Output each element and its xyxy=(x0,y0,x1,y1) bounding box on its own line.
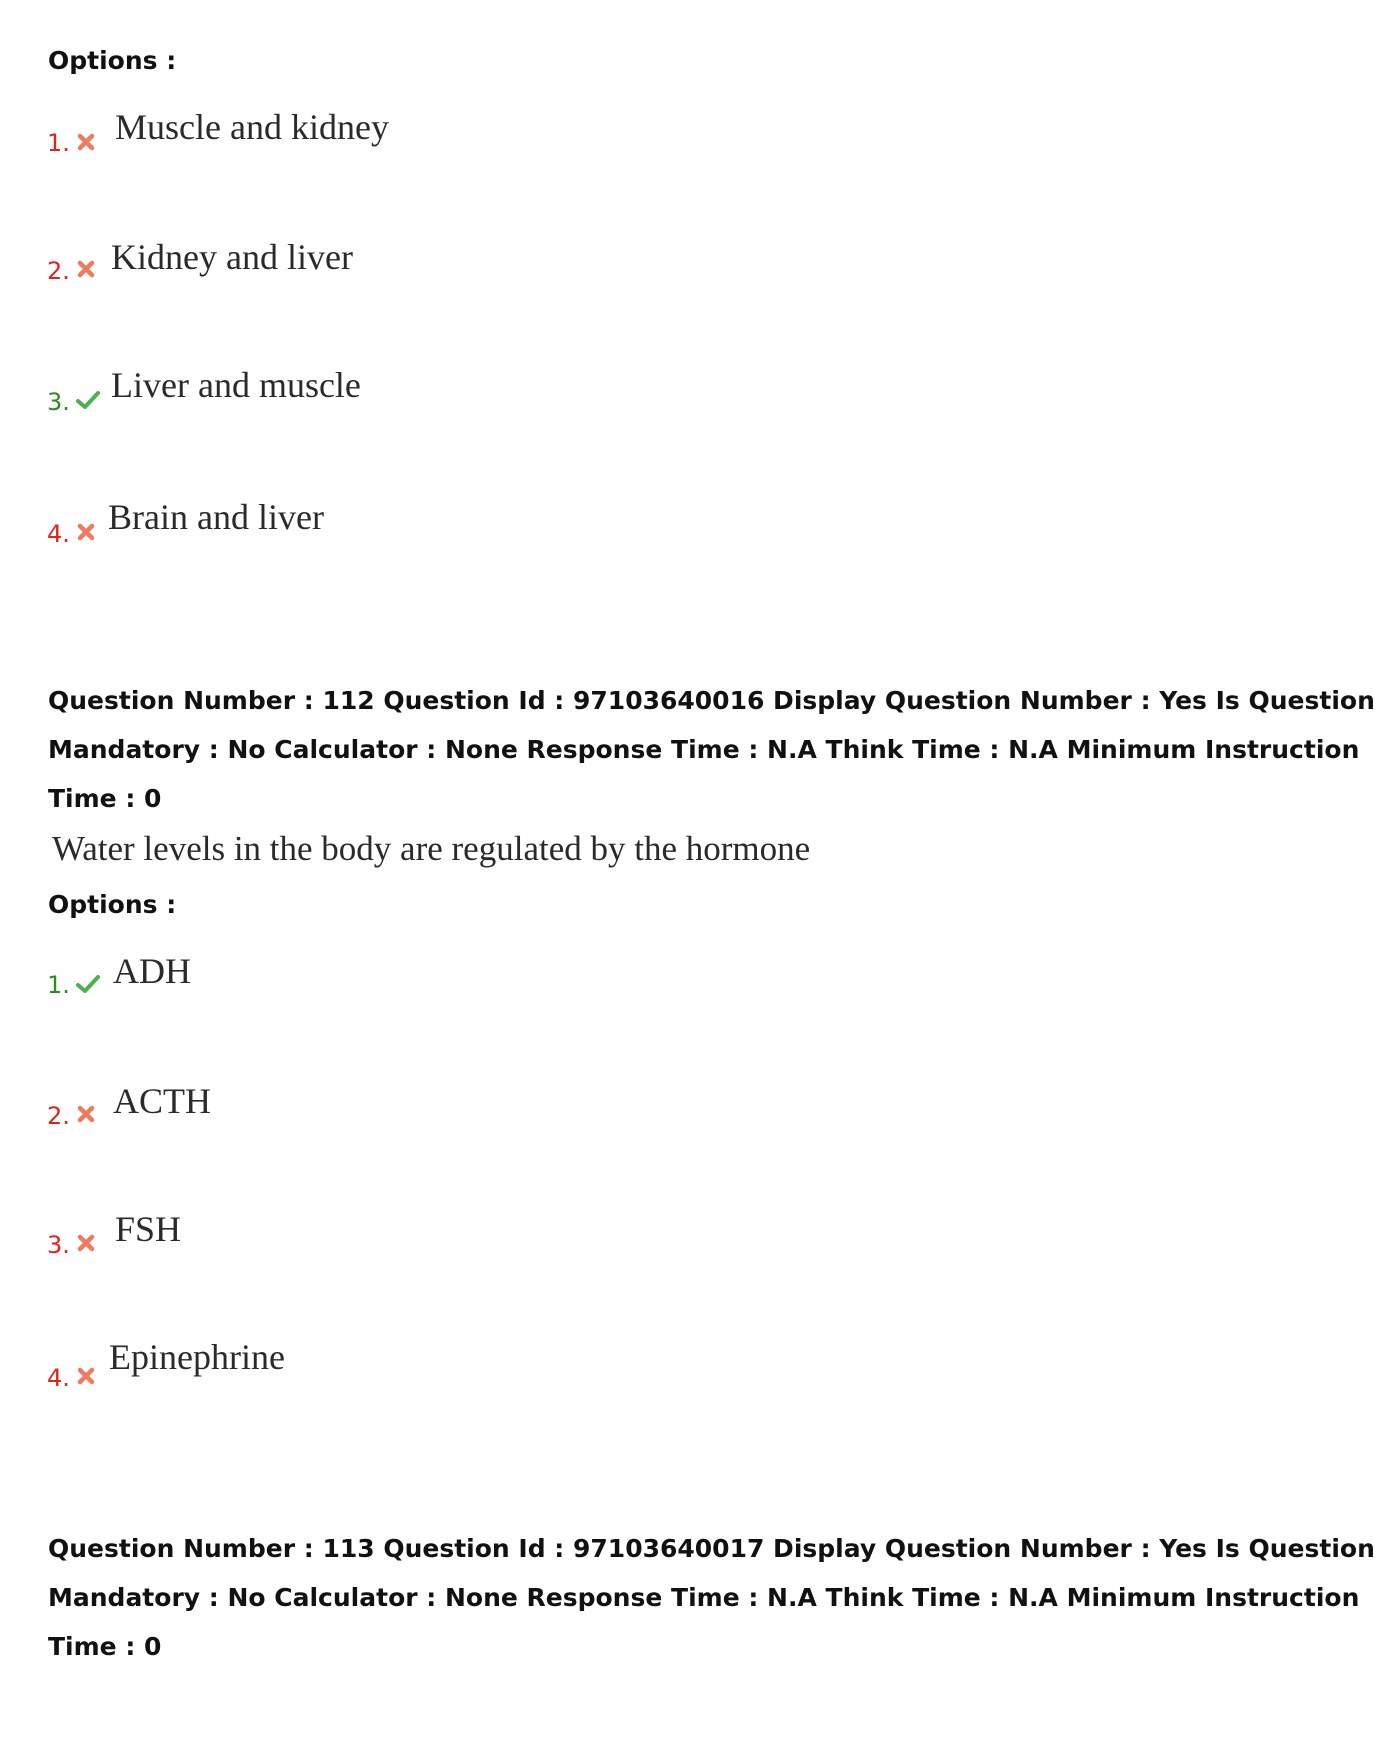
question-header-line: Time : 0 xyxy=(48,1632,162,1661)
option-number: 3. xyxy=(47,388,70,416)
option-number: 1. xyxy=(47,971,70,999)
option-number: 4. xyxy=(47,1364,70,1392)
question-header-line: Question Number : 112 Question Id : 97103640016 Display Question Number : Yes Is Question xyxy=(48,686,1375,715)
option-text: Muscle and kidney xyxy=(115,107,389,147)
check-icon xyxy=(76,974,100,994)
cross-icon xyxy=(76,1104,96,1124)
option-number: 1. xyxy=(47,129,70,157)
cross-icon xyxy=(76,1366,96,1386)
option-text: FSH xyxy=(115,1209,182,1249)
cross-icon xyxy=(76,259,96,279)
option-text: Brain and liver xyxy=(108,497,324,537)
cross-icon xyxy=(76,1233,96,1253)
option-text: Kidney and liver xyxy=(111,237,353,277)
question-text: Water levels in the body are regulated by the hormone xyxy=(52,829,811,868)
question-header xyxy=(48,676,1375,823)
check-icon xyxy=(76,390,100,410)
option-number: 2. xyxy=(47,1102,70,1130)
question-header-line: Mandatory : No Calculator : None Response Time : N.A Think Time : N.A Minimum Instruction xyxy=(48,1583,1360,1612)
option-number: 2. xyxy=(47,257,70,285)
option-number: 4. xyxy=(47,520,70,548)
option-text: ADH xyxy=(113,951,191,991)
option-number: 3. xyxy=(47,1231,70,1259)
question-header-line: Mandatory : No Calculator : None Response Time : N.A Think Time : N.A Minimum Instruction xyxy=(48,735,1360,764)
option-text: Liver and muscle xyxy=(111,365,361,405)
option-text: Epinephrine xyxy=(109,1337,285,1377)
cross-icon xyxy=(76,522,96,542)
cross-icon xyxy=(76,132,96,152)
question-header xyxy=(48,1524,1375,1671)
question-header-line: Time : 0 xyxy=(48,784,162,813)
option-text: ACTH xyxy=(113,1081,211,1121)
question-header-line: Question Number : 113 Question Id : 97103640017 Display Question Number : Yes Is Question xyxy=(48,1534,1375,1563)
options-label: Options : xyxy=(48,46,177,75)
options-label: Options : xyxy=(48,890,177,919)
